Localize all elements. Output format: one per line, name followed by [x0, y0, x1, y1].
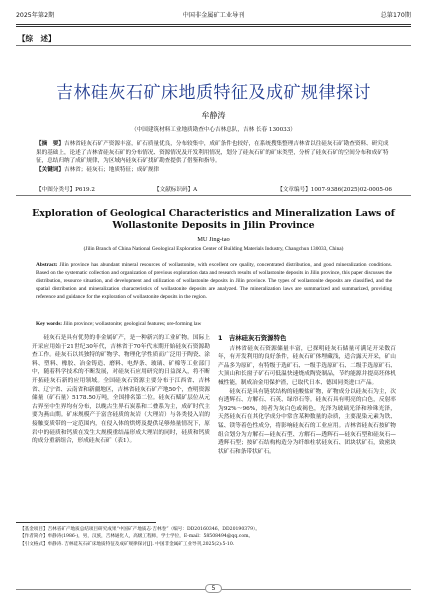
author-en: MU Jing-tao: [197, 236, 230, 243]
section-label: 【综 述】: [18, 34, 56, 43]
abstract-cn-label: 【摘 要】: [36, 141, 64, 147]
keywords-en-label: Key words:: [36, 321, 63, 327]
article-title-cn: 吉林硅灰石矿床地质特征及成矿规律探讨: [56, 83, 371, 103]
footnote-citation: 【引文格式】牟静涛. 吉林硅灰石矿床地质特征及成矿规律探讨[J]. 中国非金属矿工业导刊,2025(2):5-10.: [20, 541, 235, 547]
keywords-en: [36, 321, 392, 327]
header-rule-thin: [16, 26, 411, 27]
abstract-en: [36, 262, 392, 302]
section-heading: 1 吉林硅灰石资源特色: [218, 334, 287, 342]
clc-number: 【中图分类号】P619.2: [36, 187, 95, 193]
page-number-text: 5: [205, 584, 223, 593]
page-number: [0, 584, 427, 593]
body-paragraph: 吉林省硅灰石资源储量丰富，已探明硅灰石储量可满足开采数百年，有开发利用的良好条件，硅灰石矿体埋藏浅，适合露天开采，矿山产品多为原矿，有特级于选矿石、一级手选原矿石、二级手选原矿石、大顶山和长窗子矿石可低温快速烧成陶瓷制品，节约能源并提高坯体机械性能，制成冶金用保护渣，已取代日本、德国同类进口产品。: [218, 345, 396, 386]
affiliation-en: (Jilin Branch of China National Geological Exploration Center of Building Materials Industry, Changchun 130033, China): [83, 246, 344, 252]
header-rule: [16, 24, 411, 25]
affiliation-cn: （中国建筑材料工业地质勘查中心吉林总队，吉林 长春 130033）: [131, 127, 296, 133]
abstract-cn: [36, 140, 392, 166]
footnote-funding: 【基金项目】吉林省矿产地质总结项目研究成果“中国矿产地质志·吉林卷”（编号：DD20160346、DD20190379）。: [20, 527, 260, 532]
article-title-en: Exploration of Geological Characteristics and Mineralization Laws of Wollastonite Deposits in Jilin Province: [32, 208, 395, 231]
footnote-author: 【作者简介】牟静涛(1986-)，男，汉族，吉林通化人，高级工程师，学士学位，E-mail：58508494@qq.com。: [20, 534, 254, 540]
document-code: 【文献标识码】A: [154, 187, 198, 193]
abstract-cn-text: 吉林省硅灰石矿产资源丰富，矿石质量优良，分布较集中，成矿条件也较好，在系统搜集整理吉林省以往硅灰石矿勘查资料、研究成果的基础上，论述了吉林省硅灰石矿的分布情况、资源情况及开发利用情况，划分了硅灰石矿的矿床类型，分析了硅灰石矿的空间分布和成矿特征，总结归纳了成矿规律，为区域内硅灰石矿找矿勘查提供了借鉴和指导。: [36, 141, 389, 165]
abstract-en-text: Jilin province has abundant mineral resources of wollastonite, with excellent ore quality, concentrated distribution, and good mineralization conditions. Based on the systematic collection and organization of previous exploration data and research results of wollastonite deposits in Jilin province, this paper discusses the distribution, resource situation, and development and utilization of wollastonite deposits in Jilin province. The types of wollastonite deposits are classified, and the spatial distribution and mineralization characteristics of wollastonite deposits are analyzed. The mineralization laws are summarized and summarized, providing reference and guidance for the exploration of wollastonite deposits in the region.: [36, 262, 392, 300]
meta-divider: [16, 195, 411, 196]
running-header: [16, 10, 411, 22]
issue-label: 2025年第2期: [16, 12, 55, 19]
keywords-cn-label: 【关键词】: [36, 166, 64, 173]
keywords-cn-text: 吉林省；硅灰石；地质特征；成矿规律: [63, 166, 160, 173]
keywords-en-text: Jilin province; wollastonite; geological features; ore-forming law: [62, 321, 202, 327]
section-divider: [16, 45, 411, 46]
footnote-rule: [16, 522, 156, 523]
serial-number: 总第170期: [380, 12, 411, 19]
author-cn: 牟静涛: [201, 111, 226, 120]
body-column-right: [218, 334, 396, 456]
abstract-cn-block: [36, 140, 392, 174]
keywords-cn: [36, 166, 392, 175]
journal-name: 中国非金属矿工业导刊: [182, 12, 245, 19]
body-paragraph: 硅灰石是具有链状结构的硅酸盐矿物，矿物成分以硅灰石为主，次有透辉石、方解石、石英、绿帘石等。硅灰石具有明亮的白色，反射率为92%～96%，纯者为灰白色或褐色，光泽为玻璃光泽和珍珠光泽，天然硅灰石在其化学成分中常含某种数量的杂质，主要混染元素为铁、锰、镁等着色性成分，将影响硅灰石的工业应用。吉林省硅灰石按矿物组合划分为方解石—硅灰石型、方解石—透辉石—硅灰石型和硅灰石—透辉石型；按矿石结构构造分为纤维柱状硅灰石、团块状矿石，致密块状矿石和条带状矿石。: [218, 388, 396, 455]
abstract-en-label: Abstract:: [36, 262, 58, 268]
body-paragraph: 硅灰石是具有优势的非金属矿产，是一种新兴的工业矿物。国际上开采应用始于21世纪30年代，吉林省于70年代末期开始硅灰石资源勘查工作。硅灰石以其独特的矿物学、物理化学性质而广泛用于陶瓷、涂料、塑料、橡胶、冶金铸造、磨料、电焊条、玻璃、矿棉等工业部门中，随着科学技术的不断发展，对硅灰石应用研究的日益深入，将不断开拓硅灰石新的应用领域。全国硅灰石资源主要分布于江西省、吉林省、辽宁省、云南省和新疆地区，吉林省硅灰石矿产地50个，查明资源储量（矿石量）5178.50万吨，全国排名第二位。硅灰石赋矿层位从元古界至中生界均有分布，以晚古生界石炭系和二叠系为主，成矿时代主要为燕山期。矿床规模产于富含硅质的灰岩（大理岩）与各类侵入岩的接触变质带的一定范围内，在侵入体的烘烤及提供足够热量情况下，原岩中的硅质和钙质在发生大规模重结晶形成大理岩的同时，硅质和钙质的成分重新组合，形成硅灰石矿（表1）。: [32, 335, 210, 445]
body-column-left: [32, 334, 210, 446]
article-number: 【文章编号】1007-9386(2025)02-0005-06: [277, 187, 392, 193]
footnotes: [20, 526, 415, 548]
